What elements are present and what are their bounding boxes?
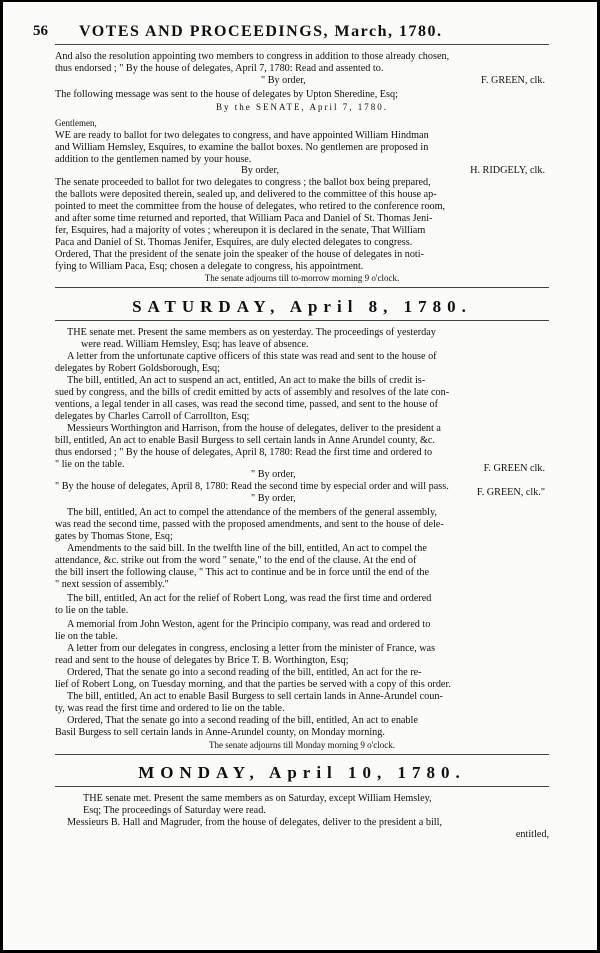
- text-line: The bill, entitled, An act to compel the attendance of the members of the general assembly,: [67, 507, 437, 518]
- text-line: read and sent to the house of delegates by Brice T. B. Worthington, Esq;: [55, 655, 349, 666]
- text-line: ty, was read the first time and ordered to lie on the table.: [55, 703, 285, 714]
- text-line: and William Hemsley, Esquires, to examine the ballot boxes. No gentlemen are proposed in: [55, 142, 429, 153]
- text-line: " lie on the table.: [55, 459, 125, 470]
- text-line: Ordered, That the president of the senate join the speaker of the house of delegates in noti-: [55, 249, 424, 260]
- text-line: fying to William Paca, Esq; chosen a delegate to congress, his appointment.: [55, 261, 364, 272]
- text-line: Messieurs B. Hall and Magruder, from the house of delegates, deliver to the president a bill,: [67, 817, 443, 828]
- text-line: Ordered, That the senate go into a second reading of the bill, entitled, An act for the re-: [67, 667, 422, 678]
- section-rule: [55, 754, 549, 755]
- signature-line: F. GREEN clk.: [483, 463, 545, 474]
- adjournment-line: The senate adjourns till Monday morning 9 o'clock.: [208, 740, 396, 750]
- text-line: Amendments to the said bill. In the twelfth line of the bill, entitled, An act to compel the: [67, 543, 427, 554]
- text-line: addition to the gentlemen named by your house.: [55, 154, 252, 165]
- signature-line: F. GREEN, clk.": [476, 487, 545, 498]
- signature-line: H. RIDGELY, clk.: [470, 165, 545, 176]
- text-line: And also the resolution appointing two members to congress in addition to those already chosen,: [55, 51, 450, 62]
- text-line: ventions, a legal tender in all cases, was read the second time, passed, and sent to the house of: [55, 399, 439, 410]
- section-rule: [55, 786, 549, 787]
- text-line: The following message was sent to the house of delegates by Upton Sheredine, Esq;: [55, 89, 398, 100]
- text-line: The bill, entitled, An act to suspend an act, entitled, An act to make the bills of credit is-: [67, 375, 426, 386]
- signature-line: F. GREEN, clk.: [481, 75, 545, 86]
- page-number: 56: [33, 23, 48, 39]
- text-line: to lie on the table.: [55, 605, 129, 616]
- adjournment-line: The senate adjourns till to-morrow morning 9 o'clock.: [204, 273, 400, 283]
- text-line: lief of Robert Long, on Tuesday morning, and that the parties be served with a copy of this order.: [55, 679, 451, 690]
- text-line: the bill insert the following clause, " This act to continue and be in force until the end of the: [55, 567, 430, 578]
- section-rule: [55, 287, 549, 288]
- text-line: pointed to meet the committee from the house of delegates, who retired to the conference room,: [55, 201, 446, 212]
- text-line: attendance, &c. strike out from the word " senate," to the end of the clause. At the end of: [55, 555, 417, 566]
- text-line: fer, Esquires, had a majority of votes ; whereupon it is declared in the senate, That William: [55, 225, 426, 236]
- day-heading-saturday: SATURDAY, April 8, 1780.: [132, 297, 472, 316]
- text-line: " next session of assembly.": [55, 579, 169, 590]
- text-line: The bill, entitled, An act to enable Basil Burgess to sell certain lands in Anne-Arundel coun-: [67, 691, 443, 702]
- text-line: " By order,: [261, 75, 306, 86]
- text-line: and after some time returned and reported, that William Paca and Daniel of St. Thomas Jeni-: [55, 213, 433, 224]
- day-heading-monday: MONDAY, April 10, 1780.: [138, 763, 466, 782]
- text-line: thus endorsed ; " By the house of delegates, April 7, 1780: Read and assented to.: [55, 63, 384, 74]
- text-line: " By order,: [251, 469, 296, 480]
- text-line: the ballots were deposited therein, sealed up, and delivered to the committee of this house ap-: [55, 189, 437, 200]
- text-line: bill, entitled, An act to enable Basil Burgess to sell certain lands in Anne Arundel county, &c.: [55, 435, 435, 446]
- text-line: gates by Thomas Stone, Esq;: [55, 531, 173, 542]
- running-title: VOTES AND PROCEEDINGS, March, 1780.: [79, 23, 443, 40]
- text-line: delegates by Robert Goldsborough, Esq;: [55, 363, 220, 374]
- text-line: " By the house of delegates, April 8, 1780: Read the second time by especial order and will pass.: [55, 481, 449, 492]
- salutation: Gentlemen,: [55, 118, 97, 128]
- text-line: The bill, entitled, An act for the relief of Robert Long, was read the first time and ordered: [67, 593, 432, 604]
- text-line: The senate proceeded to ballot for two delegates to congress ; the ballot box being prepared,: [55, 177, 431, 188]
- text-line: thus endorsed ; " By the house of delegates, April 8, 1780: Read the first time and ordered to: [55, 447, 433, 458]
- text-line: Basil Burgess to sell certain lands in Anne-Arundel county, on Monday morning.: [55, 727, 385, 738]
- text-line: Ordered, That the senate go into a second reading of the bill, entitled, An act to enable: [67, 715, 418, 726]
- header-rule: [55, 44, 549, 45]
- text-line: By order,: [241, 165, 280, 176]
- text-line: WE are ready to ballot for two delegates to congress, and have appointed William Hindman: [55, 130, 429, 141]
- text-line: Esq; The proceedings of Saturday were read.: [83, 805, 266, 816]
- text-line: entitled,: [515, 829, 549, 840]
- text-line: A letter from the unfortunate captive officers of this state was read and sent to the house of: [67, 351, 437, 362]
- text-line: Messieurs Worthington and Harrison, from the house of delegates, deliver to the president a: [67, 423, 441, 434]
- text-line: THE senate met. Present the same members as on yesterday. The proceedings of yesterday: [67, 327, 436, 338]
- text-line: sued by congress, and the bills of credit emitted by acts of assembly and resolves of the late con-: [55, 387, 450, 398]
- text-line: A memorial from John Weston, agent for the Principio company, was read and ordered to: [67, 619, 431, 630]
- text-line: " By order,: [251, 493, 296, 504]
- text-line: delegates by Charles Carroll of Carrollton, Esq;: [55, 411, 250, 422]
- section-rule: [55, 320, 549, 321]
- text-line: Paca and Daniel of St. Thomas Jenifer, Esquires, are duly elected delegates to congress.: [55, 237, 413, 248]
- text-line: was read the second time, passed with the proposed amendments, and sent to the house of dele-: [55, 519, 444, 530]
- text-line: THE senate met. Present the same members as on Saturday, except William Hemsley,: [83, 793, 432, 804]
- text-line: lie on the table.: [55, 631, 118, 642]
- text-line: were read. William Hemsley, Esq; has leave of absence.: [81, 339, 309, 350]
- text-line: A letter from our delegates in congress, enclosing a letter from the minister of France, was: [67, 643, 436, 654]
- subheading: By the SENATE, April 7, 1780.: [216, 102, 388, 112]
